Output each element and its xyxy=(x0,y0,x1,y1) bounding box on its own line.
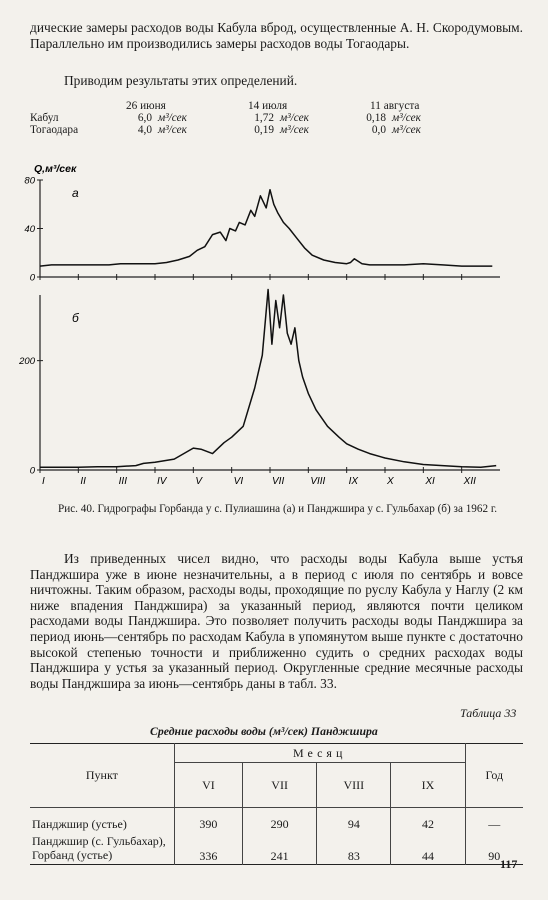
paragraph-analysis: Из приведенных чисел видно, что расходы воды Кабула выше устья Панджшира уже в июне незначительны, а в период с июля по сентябрь и вовсе ничтожны. Таким образом, расходы воды, проходящие по руслу Кабула у Наглу (2 км ниже впадения Панджшира) за указанный период, являются почти целиком расходами воды Панджшира. Это позволяет получить расходы воды Панджшира за период июнь—сентябрь по расходам Кабула в упомянутом выше пункте с достаточно высокой степенью точности и приближенно судить о средних расходах воды Панджшира у устья за указанный период. Округленные средние месячные расходы воды Панджшира за июнь—сентябрь даны в табл. 33. xyxy=(30,551,523,691)
month-tick-label: XII xyxy=(463,476,476,487)
month-tick-label: VII xyxy=(272,476,285,487)
unit-label: м³/сек xyxy=(392,124,421,136)
cell-value: 290 xyxy=(243,808,317,833)
date-label: 14 июля xyxy=(248,100,288,112)
month-tick-label: VI xyxy=(233,476,244,487)
header-month-viii: VIII xyxy=(317,763,391,808)
discharge-table xyxy=(30,743,523,865)
paragraph-continuation: дические замеры расходов воды Кабула вброд, осуществленные А. Н. Скородумовым. Параллельно им производились замеры расходов воды Тогаодары. xyxy=(30,20,523,51)
unit-label: м³/сек xyxy=(392,112,421,124)
panel-a-series-line xyxy=(40,190,492,266)
month-tick-label: I xyxy=(42,476,45,487)
panel-a-y-tick-label: 40 xyxy=(24,224,35,235)
river-name: Тогаодара xyxy=(30,124,79,136)
month-tick-label: X xyxy=(387,476,394,487)
header-month: Месяц xyxy=(174,744,465,763)
river-name: Кабул xyxy=(30,112,59,124)
measurement-value: 1,72 xyxy=(254,112,274,124)
measurement-value: 6,0 xyxy=(137,112,152,124)
measurements-table xyxy=(30,100,450,136)
header-month-vii: VII xyxy=(243,763,317,808)
header-month-vi: VI xyxy=(174,763,242,808)
unit-label: м³/сек xyxy=(158,112,187,124)
panel-label-b: б xyxy=(72,311,79,325)
cell-value: 241 xyxy=(243,832,317,865)
date-label: 11 августа xyxy=(370,100,420,112)
unit-label: м³/сек xyxy=(280,112,309,124)
panel-label-a: а xyxy=(72,186,79,200)
date-label: 26 июня xyxy=(126,100,166,112)
cell-value: 44 xyxy=(422,849,434,863)
month-tick-label: IV xyxy=(157,476,167,487)
panel-a-y-tick-label: 80 xyxy=(24,175,35,187)
page-number: 117 xyxy=(500,857,518,871)
paragraph-intro: Приводим результаты этих определений. xyxy=(64,73,298,88)
hydrograph-figure xyxy=(0,150,548,500)
table-title: Средние расходы воды (м³/сек) Панджшира xyxy=(150,724,378,738)
unit-label: м³/сек xyxy=(158,124,187,136)
month-tick-label: XI xyxy=(425,476,435,487)
month-tick-label: II xyxy=(80,476,86,487)
header-point: Пункт xyxy=(30,744,174,808)
table-number: Таблица 33 xyxy=(460,706,517,720)
figure-caption: Рис. 40. Гидрографы Горбанда у с. Пулиашина (а) и Панджшира у с. Гульбахар (б) за 1962 г. xyxy=(57,503,498,515)
header-month-ix: IX xyxy=(421,777,435,792)
month-tick-label: V xyxy=(195,476,203,487)
cell-value: 83 xyxy=(317,832,391,865)
measurement-value: 0,0 xyxy=(371,124,386,136)
cell-value: 94 xyxy=(317,808,391,833)
table-row xyxy=(30,832,523,865)
row-point-name: Панджшир (с. Гульбахар), Горбанд (устье) xyxy=(30,832,174,865)
cell-value: 42 xyxy=(422,817,434,831)
month-tick-label: VIII xyxy=(310,476,326,487)
measurement-value: 0,19 xyxy=(254,124,274,136)
unit-label: м³/сек xyxy=(280,124,309,136)
panel-b-series-line xyxy=(40,290,496,468)
y-axis-label: Q,м³/сек xyxy=(34,163,77,175)
cell-value: 336 xyxy=(174,832,242,865)
panel-b-y-tick-label: 0 xyxy=(29,465,35,477)
panel-a-y-tick-label: 0 xyxy=(29,272,35,284)
table-row xyxy=(30,808,523,833)
month-tick-label: IX xyxy=(348,476,359,487)
cell-value: — xyxy=(465,808,523,833)
panel-b-y-tick-label: 200 xyxy=(19,356,35,368)
measurement-value: 0,18 xyxy=(366,112,386,124)
measurement-value: 4,0 xyxy=(137,124,152,136)
row-point-name: Панджшир (устье) xyxy=(30,808,174,833)
header-year: Год xyxy=(465,744,523,808)
cell-value: 390 xyxy=(174,808,242,833)
cell-value: 90 xyxy=(465,832,523,865)
month-tick-label: III xyxy=(118,476,128,487)
